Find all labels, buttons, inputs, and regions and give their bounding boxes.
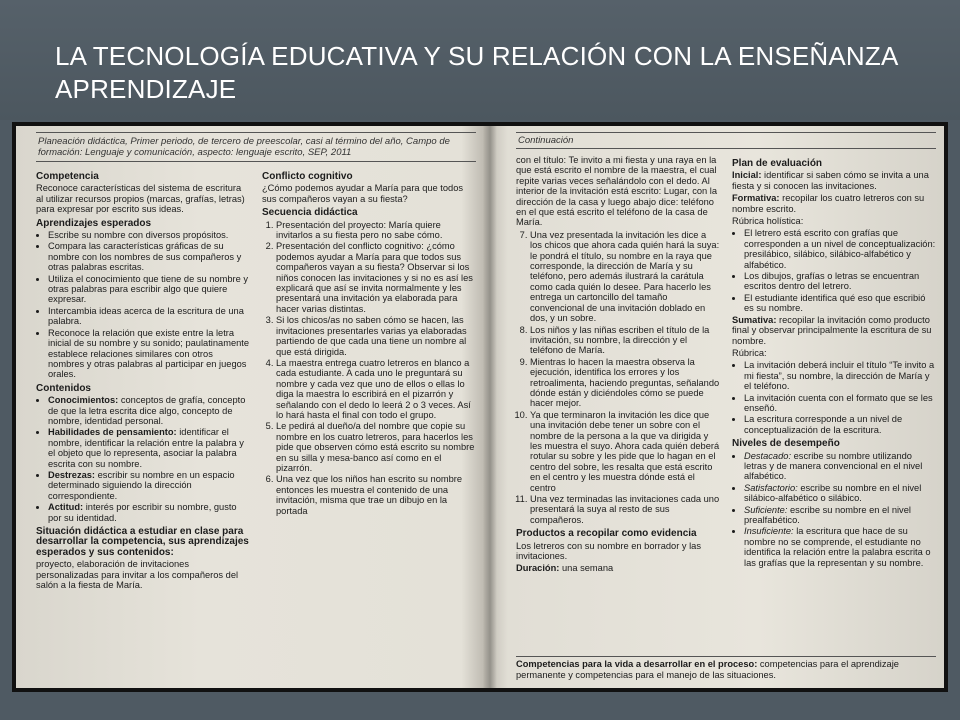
list-item: • Reconoce la relación que existe entre la letra inicial de su nombre y su sonido; paulatinamente establece relaciones similares con otros nombres y otras palabras al participar en juegos orales. xyxy=(48,328,250,380)
book-photo-frame xyxy=(12,122,948,692)
competencia-text: Reconoce características del sistema de escritura al utilizar recursos propios (marcas, grafías, letras) para expresar por escrito sus ideas. xyxy=(36,183,245,215)
competencia-heading: Competencia xyxy=(36,171,99,182)
rubrica-list xyxy=(732,360,936,435)
list-item: • Intercambia ideas acerca de la escritura de una palabra. xyxy=(48,306,250,327)
duracion: Duración: una semana xyxy=(516,563,614,574)
secuencia-cont-list xyxy=(516,230,720,525)
rubrica-holistica-heading: Rúbrica holística: xyxy=(732,216,804,227)
list-item: • Destrezas: escribir su nombre en un espacio determinado siguiendo la dirección correspondiente. xyxy=(48,470,250,501)
situacion-text: proyecto, elaboración de invitaciones personalizadas para invitar a los compañeros del salón a la fiesta de María. xyxy=(36,559,239,591)
list-item: • Utiliza el conocimiento que tiene de su nombre y otras palabras para escribir algo que quiere expresar. xyxy=(48,274,250,305)
open-book-photo xyxy=(16,126,944,688)
list-item: • La invitación deberá incluir el título “Te invito a mi fiesta”, su nombre, la dirección de María y el teléfono. xyxy=(744,360,936,391)
list-item: • La escritura corresponde a un nivel de conceptualización de la escritura. xyxy=(744,414,936,435)
secuencia-list xyxy=(262,220,476,516)
plan-heading: Plan de evaluación xyxy=(732,158,823,169)
left-page xyxy=(36,132,476,592)
rubrica-heading: Rúbrica: xyxy=(732,347,767,358)
conflicto-text: ¿Cómo podemos ayudar a María para que todos sus compañeros vayan a su fiesta? xyxy=(262,183,464,204)
continuacion-text: con el título: Te invito a mi fiesta y una raya en la que está escrito el nombre de la maestra, el cual repite varias veces señalándolo con el dedo. Al interior de la invitación está escrito: Lugar, con la dirección de la casa y luego abajo dice: teléfono en el que está escrito el teléfono de la casa de María. xyxy=(516,155,718,228)
list-item: • Destacado: escribe su nombre utilizando letras y de manera convencional en el nivel alfabético. xyxy=(744,451,936,482)
list-item: 6. Una vez que los niños han escrito su nombre entonces les muestra el contenido de una invitación, misma que trae un dibujo en la portada xyxy=(276,474,476,516)
list-item: • Escribe su nombre con diversos propósitos. xyxy=(48,230,250,240)
list-item: 2. Presentación del conflicto cognitivo: ¿cómo podemos ayudar a María para que todos sus compañeros vayan a su fiesta? Observar si los niños conocen las invitaciones y si no es así les explicará que así se invita normalmente y les presentará una invitación ya elaborada para hacer varias distintas. xyxy=(276,241,476,314)
list-item: 3. Si los chicos/as no saben cómo se hacen, las invitaciones presentarles varias ya elaboradas partiendo de que cada una tiene un nombre al que está dirigida. xyxy=(276,315,476,357)
rubrica-holistica-list xyxy=(732,228,936,313)
right-page-col-2 xyxy=(732,155,936,576)
niveles-list xyxy=(732,451,936,568)
left-page-col-2 xyxy=(262,168,476,592)
competencias-footer: Competencias para la vida a desarrollar en el proceso: competencias para el aprendizaje permanente y competencias para el manejo de las situaciones. xyxy=(516,656,936,680)
contenidos-heading: Contenidos xyxy=(36,382,91,394)
inicial-text: Inicial: identificar si saben cómo se invita a una fiesta y si conocen las invitaciones. xyxy=(732,170,929,191)
list-item: • Suficiente: escribe su nombre en el nivel prealfabético. xyxy=(744,505,936,526)
list-item: 1. Presentación del proyecto: María quiere invitarlos a su fiesta pero no sabe cómo. xyxy=(276,220,476,241)
conflicto-heading: Conflicto cognitivo xyxy=(262,171,353,182)
list-item: 9. Mientras lo hacen la maestra observa la ejecución, identifica los errores y los retroalimenta, haciendo preguntas, señalando dónde están y diciéndoles cómo se puede hacer mejor. xyxy=(530,357,720,409)
list-item: • El estudiante identifica qué eso que escribió es su nombre. xyxy=(744,293,936,314)
formativa-text: Formativa: recopilar los cuatro letreros con su nombre escrito. xyxy=(732,193,925,214)
right-page-col-1 xyxy=(516,155,720,576)
list-item: 7. Una vez presentada la invitación les dice a los chicos que ahora cada quién hará la suya: le pondrá el título, su nombre en la raya que corresponde, la dirección de María y su teléfono, pero además ilustrará la carátula como cada quién lo desee. Para hacerlo les entrega un cartoncillo del tamaño convencional de una invitación doblado en dos, y un sobre. xyxy=(530,230,720,324)
productos-heading: Productos a recopilar como evidencia xyxy=(516,528,697,540)
list-item: • Los dibujos, grafías o letras se encuentran escritos dentro del letrero. xyxy=(744,271,936,292)
list-item: • Insuficiente: la escritura que hace de su nombre no se comprende, el estudiante no identifica la relación entre la palabra escrita o las grafías que la representan y su nombre. xyxy=(744,526,936,568)
list-item: • La invitación cuenta con el formato que se les enseñó. xyxy=(744,393,936,414)
situacion-heading: Situación didáctica a estudiar en clase para desarrollar la competencia, sus aprendizajes esperados y sus contenidos: xyxy=(36,526,249,558)
list-item: 4. La maestra entrega cuatro letreros en blanco a cada estudiante. A cada uno le preguntará su nombre y cada vez que uno de ellos o ellas lo diga la maestra lo escribirá en el pizarrón y señalando con el dedo lo leerá 2 o 3 veces. Así lo hará hasta el final con todo el grupo. xyxy=(276,358,476,420)
productos-text: Los letreros con su nombre en borrador y las invitaciones. xyxy=(516,540,701,562)
list-item: • Compara las características gráficas de su nombre con los nombres de sus compañeros y otras palabras escritas. xyxy=(48,241,250,272)
aprendizajes-list xyxy=(36,230,250,380)
right-page xyxy=(516,132,936,688)
list-item: • Habilidades de pensamiento: identificar el nombre, identificar la relación entre la palabra y el objeto que lo representa, asociar la palabra escrita con su nombre. xyxy=(48,427,250,469)
left-page-col-1 xyxy=(36,168,250,592)
list-item: 10. Ya que terminaron la invitación les dice que una invitación debe tener un sobre con el nombre de la persona a la que va dirigida y les muestra el suyo. Ahora cada quién deberá rotular su sobre y les pide que lo hagan en el centro del sobre, les resalta que está escrito en el centro y les muestra dónde está el centro xyxy=(530,410,720,493)
contenidos-list xyxy=(36,395,250,523)
right-page-header: Continuación xyxy=(516,132,936,149)
secuencia-heading: Secuencia didáctica xyxy=(262,207,358,219)
book-gutter xyxy=(483,126,497,688)
sumativa-text: Sumativa: recopilar la invitación como producto final y observar principalmente la escritura de su nombre. xyxy=(732,314,932,346)
list-item: 8. Los niños y las niñas escriben el título de la invitación, su nombre, la dirección y el teléfono de María. xyxy=(530,325,720,356)
slide-title: LA TECNOLOGÍA EDUCATIVA Y SU RELACIÓN CON LA ENSEÑANZA APRENDIZAJE xyxy=(55,41,898,104)
list-item: • El letrero está escrito con grafías que corresponden a un nivel de conceptualización: presilábico, silábico, silábico-alfabético y alfabético. xyxy=(744,228,936,270)
list-item: • Satisfactorio: escribe su nombre en el nivel silábico-alfabético o silábico. xyxy=(744,483,936,504)
list-item: • Actitud: interés por escribir su nombre, gusto por su identidad. xyxy=(48,502,250,523)
list-item: 5. Le pedirá al dueño/a del nombre que copie su nombre en los cuatro letreros, para hacerlos les pide que observen cómo está escrito su nombre en su silla y mesa-banco así como en el pizarrón. xyxy=(276,421,476,473)
list-item: 11. Una vez terminadas las invitaciones cada uno presentará la suya al resto de sus compañeros. xyxy=(530,494,720,525)
list-item: • Conocimientos: conceptos de grafía, concepto de que la letra escrita dice algo, concepto de nombre, identidad personal. xyxy=(48,395,250,426)
aprendizajes-heading: Aprendizajes esperados xyxy=(36,217,152,229)
niveles-heading: Niveles de desempeño xyxy=(732,438,840,450)
left-page-header: Planeación didáctica, Primer periodo, de tercero de preescolar, casi al término del año, Campo de formación: Lenguaje y comunicación, aspecto: lenguaje escrito, SEP, 2011 xyxy=(36,132,476,162)
